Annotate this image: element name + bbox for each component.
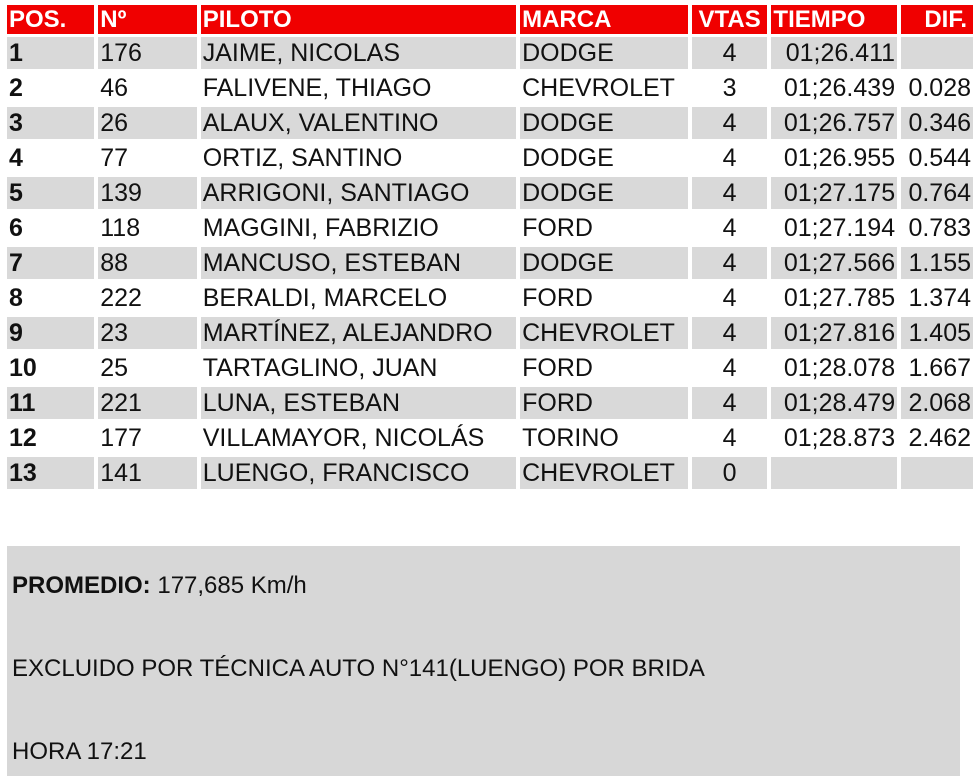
cell-pos: 2 [7,72,94,104]
table-row [7,107,973,139]
table-row [7,212,973,244]
cell-piloto: ARRIGONI, SANTIAGO [201,177,516,209]
cell-vtas: 4 [692,142,768,174]
results-body [7,37,973,489]
cell-piloto: MARTÍNEZ, ALEJANDRO [201,317,516,349]
results-table [3,2,973,492]
cell-dif: 0.783 [901,212,973,244]
cell-dif: 0.764 [901,177,973,209]
table-row [7,37,973,69]
cell-vtas: 4 [692,317,768,349]
cell-dif: 0.028 [901,72,973,104]
cell-vtas: 4 [692,177,768,209]
cell-dif: 0.346 [901,107,973,139]
header-tiempo: TIEMPO [771,5,897,34]
average-speed-value: 177,685 Km/h [157,572,307,599]
cell-pos: 5 [7,177,94,209]
cell-vtas: 4 [692,247,768,279]
table-row [7,282,973,314]
table-row [7,177,973,209]
cell-pos: 11 [7,387,94,419]
cell-number: 46 [98,72,196,104]
cell-pos: 7 [7,247,94,279]
cell-piloto: LUNA, ESTEBAN [201,387,516,419]
cell-piloto: FALIVENE, THIAGO [201,72,516,104]
cell-number: 88 [98,247,196,279]
cell-marca: DODGE [520,177,688,209]
cell-marca: FORD [520,282,688,314]
cell-piloto: ALAUX, VALENTINO [201,107,516,139]
cell-piloto: MANCUSO, ESTEBAN [201,247,516,279]
cell-piloto: MAGGINI, FABRIZIO [201,212,516,244]
cell-number: 222 [98,282,196,314]
cell-dif: 1.667 [901,352,973,384]
cell-vtas: 4 [692,422,768,454]
average-speed-label: PROMEDIO: [12,572,151,599]
header-dif: DIF. [901,5,973,34]
cell-tiempo: 01;26.757 [771,107,897,139]
cell-piloto: VILLAMAYOR, NICOLÁS [201,422,516,454]
cell-dif: 2.462 [901,422,973,454]
cell-tiempo: 01;28.873 [771,422,897,454]
cell-number: 177 [98,422,196,454]
cell-marca: DODGE [520,247,688,279]
cell-tiempo: 01;26.955 [771,142,897,174]
cell-tiempo: 01;28.078 [771,352,897,384]
cell-number: 26 [98,107,196,139]
table-row [7,352,973,384]
cell-vtas: 4 [692,212,768,244]
cell-number: 77 [98,142,196,174]
header-pos: POS. [7,5,94,34]
cell-dif [901,37,973,69]
cell-vtas: 4 [692,352,768,384]
cell-marca: TORINO [520,422,688,454]
cell-number: 176 [98,37,196,69]
cell-marca: FORD [520,352,688,384]
cell-dif: 1.405 [901,317,973,349]
cell-vtas: 4 [692,107,768,139]
cell-marca: DODGE [520,37,688,69]
cell-pos: 8 [7,282,94,314]
exclusion-note: EXCLUIDO POR TÉCNICA AUTO N°141(LUENGO) POR BRIDA [12,655,705,682]
cell-dif: 1.155 [901,247,973,279]
table-row [7,317,973,349]
cell-pos: 1 [7,37,94,69]
cell-number: 141 [98,457,196,489]
header-number: Nº [98,5,196,34]
average-speed-line [12,572,307,600]
cell-piloto: JAIME, NICOLAS [201,37,516,69]
cell-vtas: 0 [692,457,768,489]
cell-vtas: 4 [692,282,768,314]
header-vtas: VTAS [692,5,768,34]
cell-piloto: LUENGO, FRANCISCO [201,457,516,489]
header-marca: MARCA [520,5,688,34]
cell-pos: 13 [7,457,94,489]
cell-piloto: TARTAGLINO, JUAN [201,352,516,384]
cell-tiempo: 01;27.194 [771,212,897,244]
cell-tiempo: 01;27.175 [771,177,897,209]
cell-dif: 1.374 [901,282,973,314]
cell-piloto: ORTIZ, SANTINO [201,142,516,174]
cell-tiempo [771,457,897,489]
cell-marca: DODGE [520,107,688,139]
cell-piloto: BERALDI, MARCELO [201,282,516,314]
cell-dif [901,457,973,489]
cell-tiempo: 01;28.479 [771,387,897,419]
cell-tiempo: 01;27.816 [771,317,897,349]
cell-marca: CHEVROLET [520,72,688,104]
cell-dif: 2.068 [901,387,973,419]
cell-dif: 0.544 [901,142,973,174]
cell-marca: CHEVROLET [520,317,688,349]
time-note: HORA 17:21 [12,738,147,765]
cell-tiempo: 01;27.566 [771,247,897,279]
table-row [7,457,973,489]
header-piloto: PILOTO [201,5,516,34]
cell-number: 118 [98,212,196,244]
cell-pos: 4 [7,142,94,174]
cell-pos: 12 [7,422,94,454]
cell-vtas: 4 [692,37,768,69]
cell-number: 25 [98,352,196,384]
cell-vtas: 4 [692,387,768,419]
table-row [7,72,973,104]
cell-number: 139 [98,177,196,209]
cell-tiempo: 01;26.439 [771,72,897,104]
table-row [7,142,973,174]
cell-vtas: 3 [692,72,768,104]
cell-pos: 3 [7,107,94,139]
table-row [7,387,973,419]
notes-panel [7,546,960,776]
cell-number: 221 [98,387,196,419]
cell-tiempo: 01;26.411 [771,37,897,69]
table-row [7,247,973,279]
cell-pos: 6 [7,212,94,244]
cell-number: 23 [98,317,196,349]
cell-marca: FORD [520,212,688,244]
cell-marca: DODGE [520,142,688,174]
cell-marca: FORD [520,387,688,419]
table-row [7,422,973,454]
cell-marca: CHEVROLET [520,457,688,489]
cell-pos: 9 [7,317,94,349]
header-row [7,5,973,34]
cell-tiempo: 01;27.785 [771,282,897,314]
cell-pos: 10 [7,352,94,384]
